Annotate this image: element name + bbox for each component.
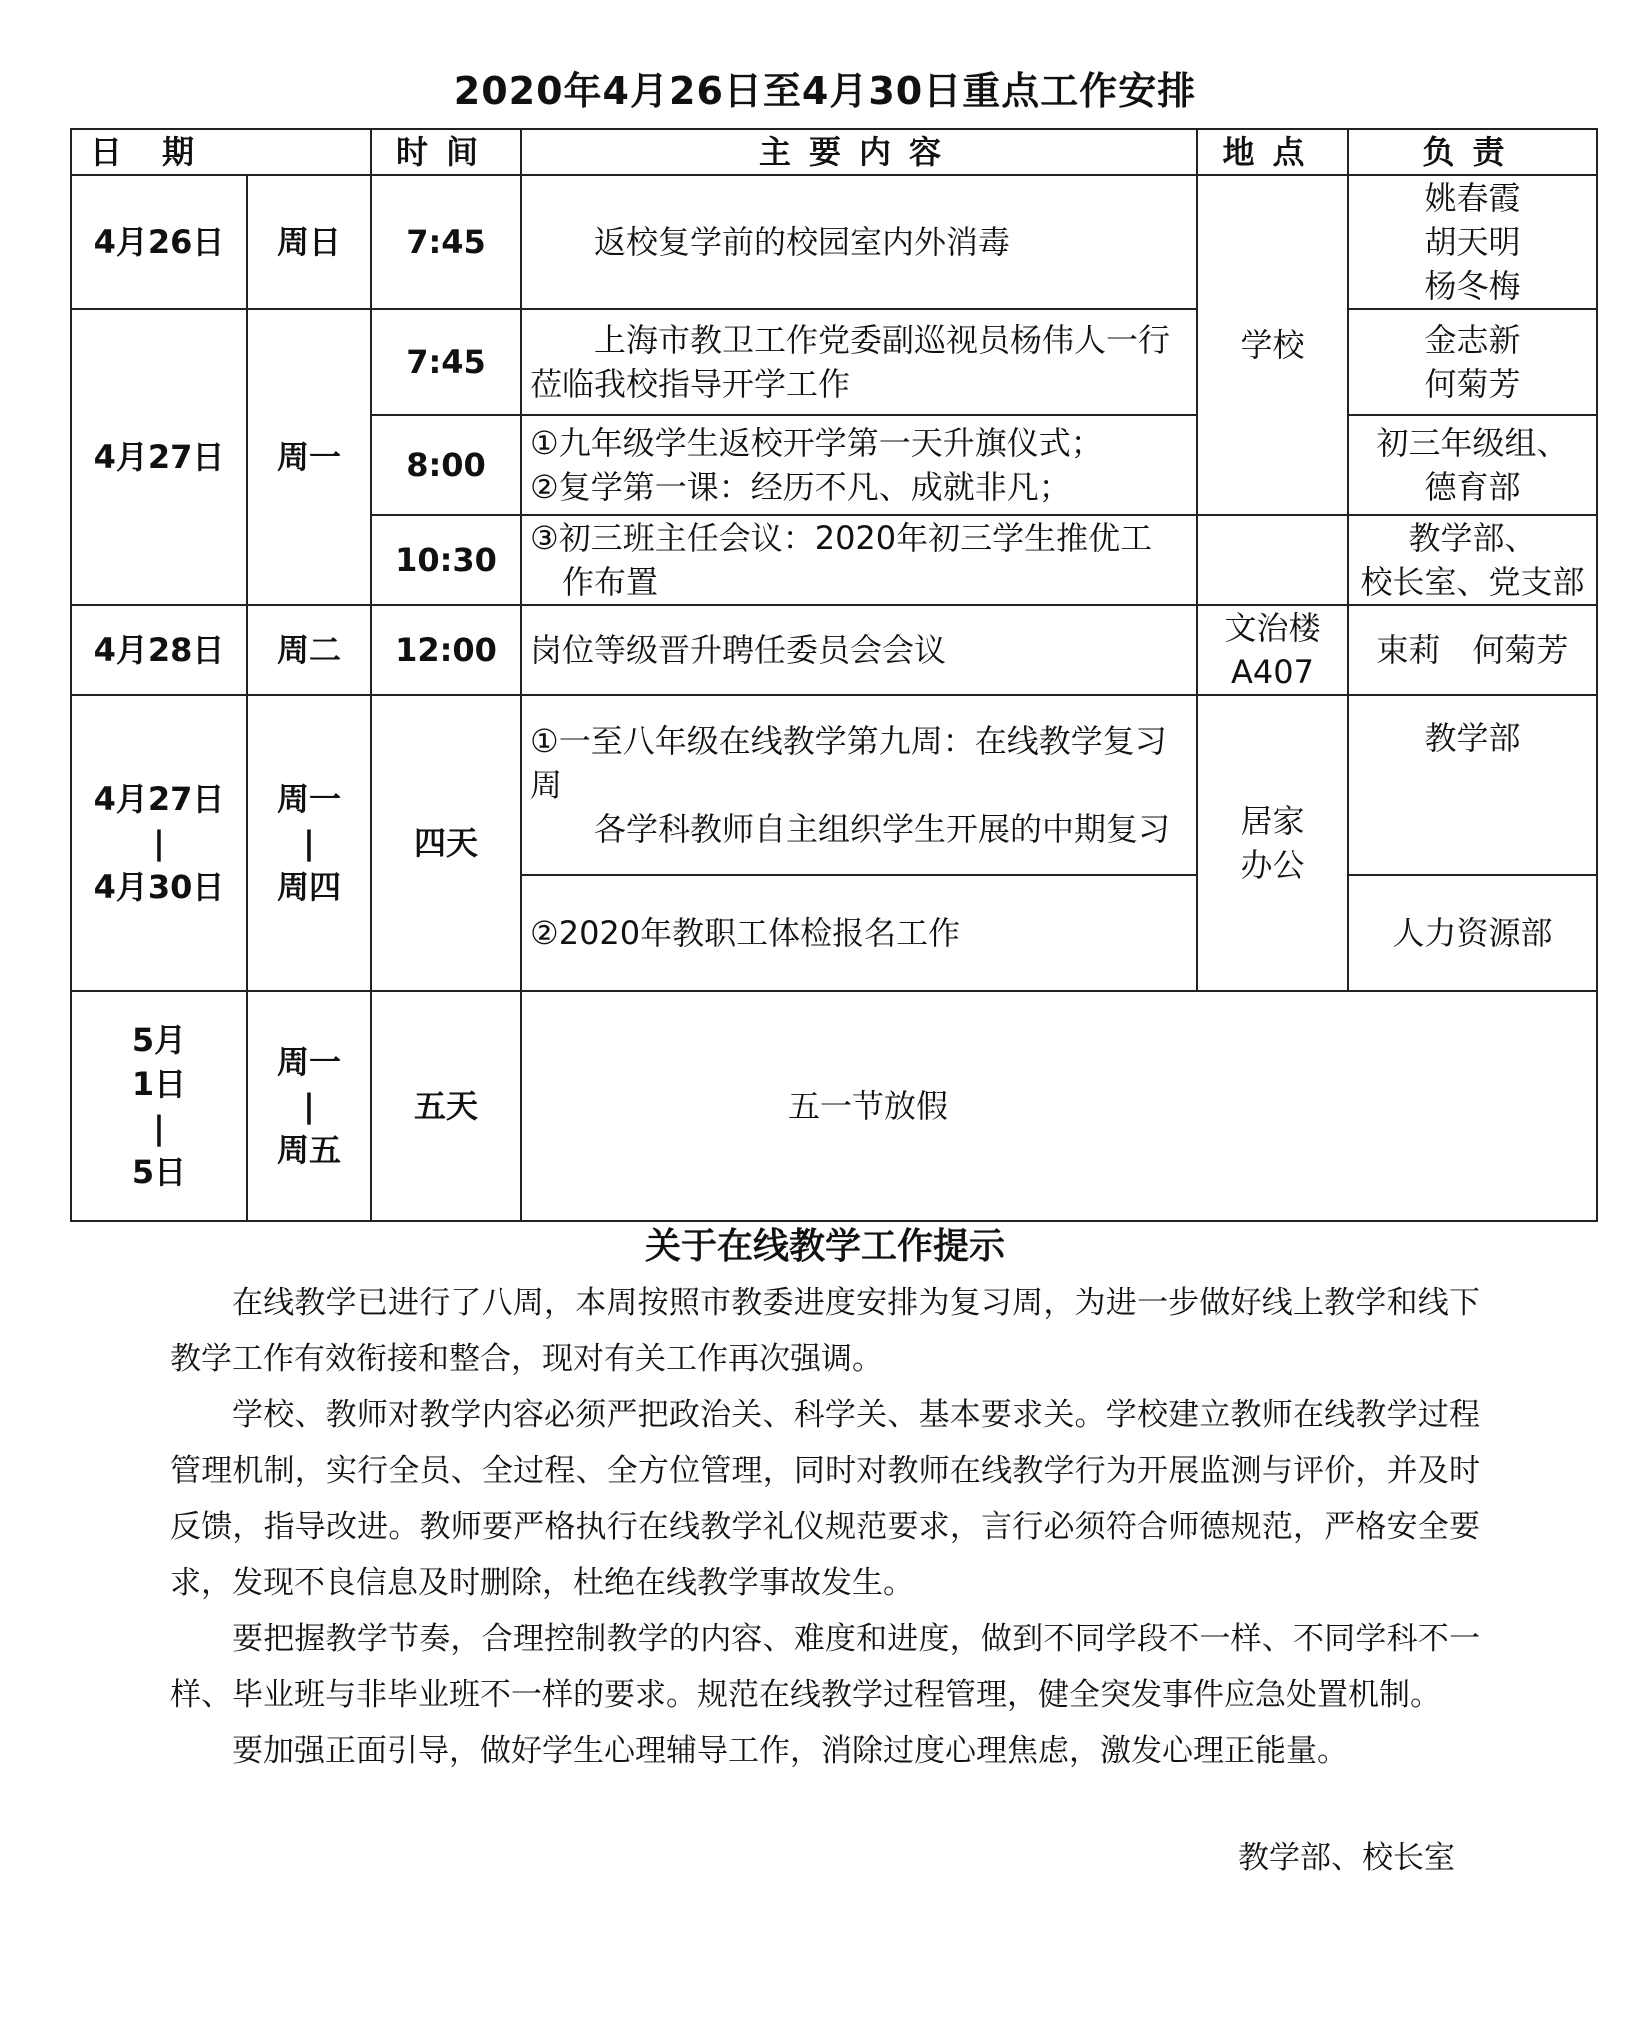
place-line: 办公 — [1240, 846, 1305, 884]
weekday-line: | — [303, 824, 315, 862]
owner-line: 胡天明 — [1424, 223, 1521, 261]
owner-cell — [1348, 309, 1597, 415]
owner-line: 金志新 — [1424, 321, 1521, 359]
owner-cell — [1348, 515, 1597, 605]
header-owner: 负责 — [1348, 129, 1597, 175]
header-content: 主要内容 — [521, 129, 1197, 175]
date-line: 4月27日 — [93, 780, 225, 818]
owner-cell: 人力资源部 — [1348, 875, 1597, 991]
owner-line: 校长室、党支部 — [1360, 563, 1585, 601]
content-cell: 岗位等级晋升聘任委员会会议 — [521, 605, 1197, 695]
owner-cell: 教学部 — [1348, 695, 1597, 875]
date-cell: 4月27日 — [71, 309, 247, 605]
table-row — [71, 175, 1597, 309]
weekday-line: 周一 — [277, 780, 342, 818]
owner-line: 何菊芳 — [1424, 365, 1521, 403]
date-line: | — [153, 1109, 165, 1147]
content-cell: 返校复学前的校园室内外消毒 — [521, 175, 1197, 309]
content-line: ①九年级学生返校开学第一天升旗仪式； — [530, 424, 1103, 462]
owner-line: 初三年级组、 — [1376, 424, 1569, 462]
weekday-cell: 周二 — [247, 605, 371, 695]
place-line: 文治楼 — [1224, 609, 1321, 647]
weekday-cell — [247, 991, 371, 1221]
time-cell: 8:00 — [371, 415, 521, 515]
content-cell: ②2020年教职工体检报名工作 — [521, 875, 1197, 991]
date-cell — [71, 695, 247, 991]
header-date: 日期 — [71, 129, 371, 175]
table-header-row — [71, 129, 1597, 175]
owner-line: 教学部、 — [1408, 519, 1537, 557]
content-cell — [521, 515, 1197, 605]
place-line: A407 — [1231, 653, 1314, 691]
notice-paragraph: 要加强正面引导，做好学生心理辅导工作，消除过度心理焦虑，激发心理正能量。 — [232, 1733, 1348, 1769]
notice-paragraph: 学校、教师对教学内容必须严把政治关、科学关、基本要求关。学校建立教师在线教学过程管理机制，实行全员、全过程、全方位管理，同时对教师在线教学行为开展监测与评价，并及时反馈，指导改进。教师要严格执行在线教学礼仪规范要求，言行必须符合师德规范，严格安全要求，发现不良信息及时删除，杜绝在线教学事故发生。 — [170, 1397, 1480, 1601]
weekday-line: 周四 — [277, 868, 342, 906]
content-cell: 上海市教卫工作党委副巡视员杨伟人一行莅临我校指导开学工作 — [521, 309, 1197, 415]
content-cell — [521, 695, 1197, 875]
owner-cell — [1348, 175, 1597, 309]
place-cell: 学校 — [1197, 175, 1348, 515]
time-cell: 五天 — [371, 991, 521, 1221]
table-row — [71, 695, 1597, 875]
header-time: 时间 — [371, 129, 521, 175]
owner-cell — [1348, 415, 1597, 515]
weekday-line: 周五 — [277, 1131, 342, 1169]
content-line: 各学科教师自主组织学生开展的中期复习 — [594, 810, 1171, 848]
notice-signature: 教学部、校长室 — [1238, 1840, 1455, 1876]
page-title: 2020年4月26日至4月30日重点工作安排 — [453, 69, 1197, 113]
content-line: ③初三班主任会议：2020年初三学生推优工 — [530, 519, 1153, 557]
owner-line: 德育部 — [1424, 468, 1521, 506]
place-cell-empty — [1197, 515, 1348, 605]
weekday-cell — [247, 695, 371, 991]
content-line: ②复学第一课：经历不凡、成就非凡； — [530, 468, 1071, 506]
weekday-line: | — [303, 1087, 315, 1125]
notice-paragraph: 要把握教学节奏，合理控制教学的内容、难度和进度，做到不同学段不一样、不同学科不一样、毕业班与非毕业班不一样的要求。规范在线教学过程管理，健全突发事件应急处置机制。 — [170, 1621, 1480, 1713]
date-cell: 4月26日 — [71, 175, 247, 309]
table-row — [71, 991, 1597, 1221]
place-line: 居家 — [1240, 802, 1305, 840]
table-row — [71, 309, 1597, 415]
holiday-text: 五一节放假 — [788, 1087, 949, 1125]
content-cell — [521, 991, 1597, 1221]
date-line: | — [153, 824, 165, 862]
owner-line: 杨冬梅 — [1424, 267, 1521, 305]
notice-body — [170, 1275, 1480, 1779]
date-line: 4月30日 — [93, 868, 225, 906]
weekday-line: 周一 — [277, 1043, 342, 1081]
content-cell — [521, 415, 1197, 515]
time-cell: 12:00 — [371, 605, 521, 695]
time-cell: 四天 — [371, 695, 521, 991]
header-place: 地点 — [1197, 129, 1348, 175]
table-row — [71, 605, 1597, 695]
notice-title: 关于在线教学工作提示 — [644, 1226, 1005, 1267]
notice-paragraph: 在线教学已进行了八周，本周按照市教委进度安排为复习周，为进一步做好线上教学和线下教学工作有效衔接和整合，现对有关工作再次强调。 — [170, 1285, 1480, 1377]
weekday-cell: 周一 — [247, 309, 371, 605]
place-cell — [1197, 695, 1348, 991]
date-cell — [71, 991, 247, 1221]
weekday-cell: 周日 — [247, 175, 371, 309]
schedule-table — [70, 128, 1598, 1222]
date-line: 5日 — [131, 1153, 187, 1191]
content-line: ①一至八年级在线教学第九周：在线教学复习周 — [530, 722, 1167, 804]
date-line: 5月 — [131, 1021, 187, 1059]
time-cell: 10:30 — [371, 515, 521, 605]
time-cell: 7:45 — [371, 309, 521, 415]
content-line: 作布置 — [562, 563, 659, 601]
date-cell: 4月28日 — [71, 605, 247, 695]
owner-line: 姚春霞 — [1424, 179, 1521, 217]
date-line: 1日 — [131, 1065, 187, 1103]
place-cell — [1197, 605, 1348, 695]
time-cell: 7:45 — [371, 175, 521, 309]
owner-cell: 束莉 何菊芳 — [1348, 605, 1597, 695]
